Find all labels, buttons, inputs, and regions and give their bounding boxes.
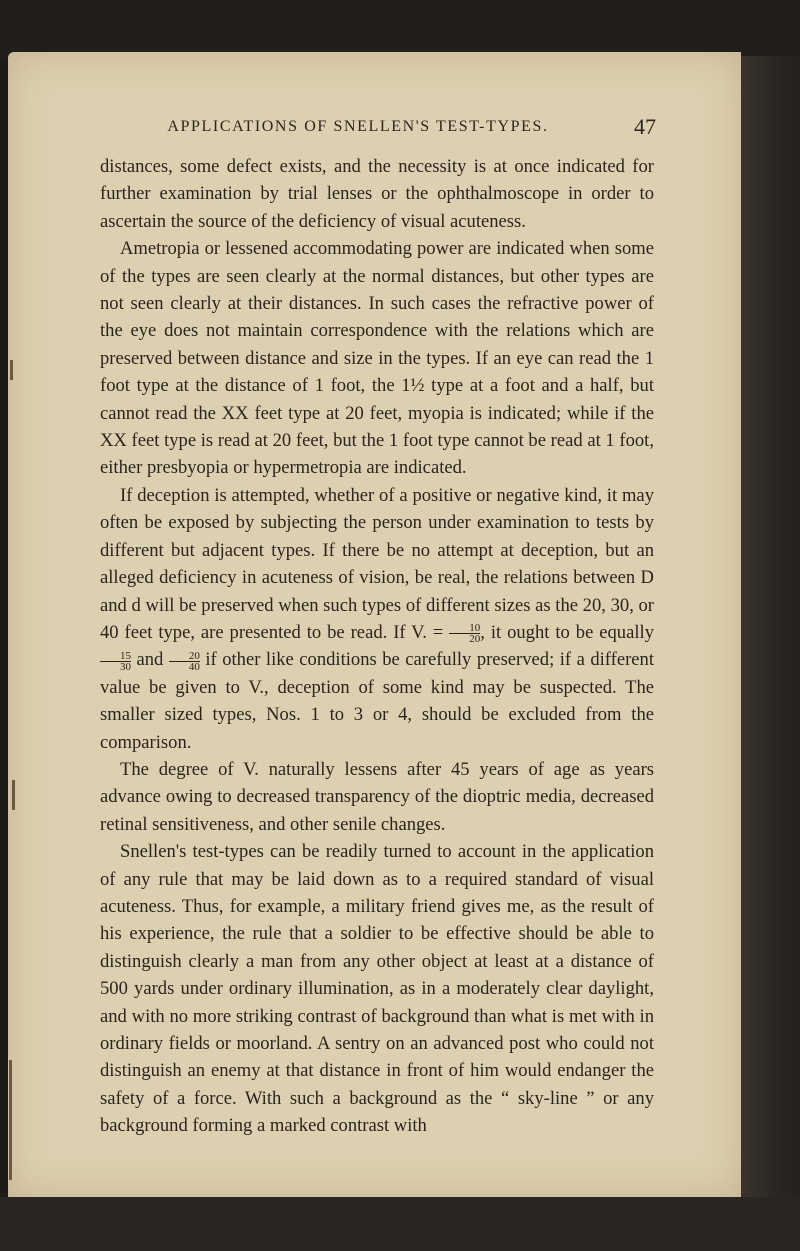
paragraph: Ametropia or lessened accommodating power are indicated when some of the types are seen clearly at the normal distances, but other types are not seen clearly at their distances. In such cases the refractive power of the eye does not maintain correspondence with the relations which are preserved between distance and size in the types. If an eye can read the 1 foot type at the distance of 1 foot, the 1½ type at a foot and a half, but cannot read the XX feet type at 20 feet, myopia is indicated; while if the XX feet type is read at 20 feet, but the 1 foot type cannot be read at 1 foot, either presbyopia or hypermetropia are indicated. bbox=[100, 238, 654, 479]
body-text bbox=[100, 153, 654, 1140]
page-edge bbox=[741, 56, 800, 1251]
running-head: APPLICATIONS OF SNELLEN'S TEST-TYPES. bbox=[167, 118, 549, 135]
fraction bbox=[100, 651, 131, 672]
paragraph: The degree of V. naturally lessens after 45 years of age as years advance owing to decreased transparency of the dioptric media, decreased retinal sensitiveness, and other senile changes. bbox=[100, 758, 654, 835]
margin-mark bbox=[9, 1060, 12, 1180]
fraction-denominator: 20 bbox=[469, 633, 481, 646]
paragraph-text: and bbox=[136, 649, 164, 671]
page-header bbox=[60, 114, 656, 144]
paragraph-text: , it ought to be equally bbox=[480, 621, 654, 643]
fraction-numerator: 10 bbox=[449, 623, 480, 634]
paragraph-text: If deception is attempted, whether of a positive or negative kind, it may often be exposed by subjecting the person under examination to tests by different but adjacent types. If there be no attempt at deception, but an alleged deficiency in acuteness of vision, be real, the relations between D and d will be preserved when such types of different sizes as the 20, 30, or 40 feet type, are presented to be read. If V. = bbox=[100, 484, 654, 643]
paragraph: distances, some defect exists, and the necessity is at once indicated for further examination by trial lenses or the ophthalmoscope in order to ascertain the source of the deficiency of visual acuteness. bbox=[100, 156, 654, 232]
fraction-numerator: 20 bbox=[169, 651, 200, 662]
fraction-denominator: 30 bbox=[120, 660, 131, 673]
scan-background-top bbox=[0, 0, 800, 60]
paragraph bbox=[100, 482, 654, 756]
margin-mark bbox=[12, 780, 15, 810]
fraction-denominator: 40 bbox=[188, 660, 200, 673]
fraction-numerator: 15 bbox=[100, 651, 131, 662]
scan-background-bottom bbox=[0, 1197, 800, 1251]
paragraph: Snellen's test-types can be readily turned to account in the application of any rule that may be laid down as to a required standard of visual acuteness. Thus, for example, a military friend gives me, as the result of his experience, the rule that a soldier to be effective should be able to distinguish clearly a man from any other object at least at a distance of 500 yards under ordinary illumination, as in a moderately clear daylight, and with no more striking contrast of background than what is met with in ordinary fields or moorland. A sentry on an advanced post who could not distinguish an enemy at that distance in front of him would endanger the safety of a force. With such a background as the “ sky-line ” or any background forming a marked contrast with bbox=[100, 841, 654, 1137]
fraction bbox=[169, 651, 200, 672]
fraction bbox=[449, 623, 480, 644]
margin-mark bbox=[10, 360, 13, 380]
page-number: 47 bbox=[634, 114, 656, 139]
book-gutter bbox=[0, 60, 8, 1251]
paragraph-text: if other like conditions be carefully preserved; if a different value be given to V., deception of some kind may be suspected. The smaller sized types, Nos. 1 to 3 or 4, should be excluded from the comparison. bbox=[100, 649, 655, 753]
